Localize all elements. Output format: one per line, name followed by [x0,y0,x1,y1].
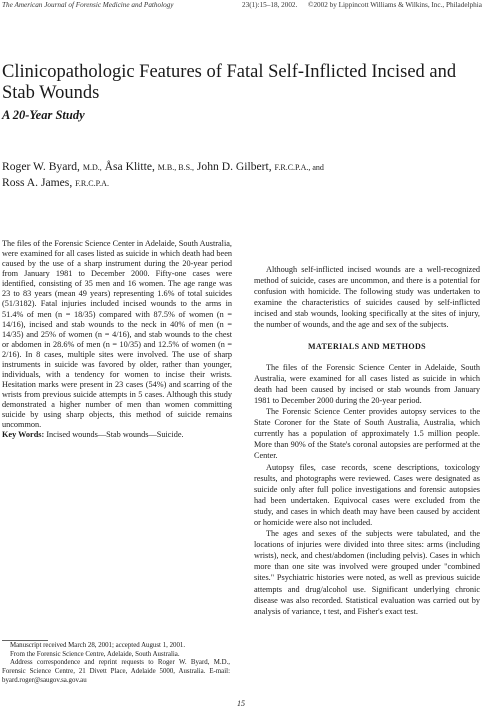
author-degrees: M.D., [82,163,102,172]
author-degrees: M.B., B.S., [157,163,195,172]
volume-info: 23(1):15–18, 2002. [242,1,298,9]
keywords-line [2,430,232,440]
author-degrees: F.R.C.P.A., and [274,163,324,172]
copyright-notice: ©2002 by Lippincott Williams & Wilkins, Inc., Philadelphia [308,1,482,9]
author-name: Åsa Klitte, [104,160,155,173]
abstract [2,239,232,441]
article-title: Clinicopathologic Features of Fatal Self-Inflicted Incised and Stab Wounds [2,62,457,103]
introduction-paragraph: Although self-inflicted incised wounds are a well-recognized method of suicide, cases are uncommon, and there is a potential for confusion with homicide. The following study was undertaken to examine the characteristics of suicides caused by self-inflicted incised and stab wounds, looking specifically at the sites of injury, the number of wounds, and the age and sex of the subjects. [254,265,480,330]
abstract-text: The files of the Forensic Science Center in Adelaide, South Australia, were examined for all cases listed as suicide in which death had been caused by the use of a sharp instrument during the 20-year period from January 1981 to December 2000. Fifty-one cases were identified, consisting of 35 men and 16 women. The age range was 23 to 83 years (mean 49 years) representing 1.6% of total suicides (51/3182). Fatal injuries included incised wounds to the arms in 51.4% of men (n = 18/35) compared with 87.5% of women (n = 14/16), incised and stab wounds to the neck in 40% of men (n = 14/35) and 25% of women (n = 4/16), and stab wounds to the chest or abdomen in 28.6% of men (n = 10/35) and 12.5% of women (n = 2/16). In 8 cases, multiple sites were involved. The use of sharp instruments in suicide was favored by older, rather than younger, individuals, with a tendency for women to incise their wrists. Hesitation marks were present in 23 cases (54%) and scarring of the wrists from previous suicide attempts in 5 cases. Although this study demonstrated a higher number of men than women committing suicide by using sharp objects, this method of suicide remains uncommon. [2,239,232,430]
body-column [254,264,480,617]
author-list [2,160,480,191]
running-header [0,0,482,10]
author-name: Roger W. Byard, [2,160,80,173]
keywords-list: Incised wounds—Stab wounds—Suicide. [46,430,184,440]
section-heading-methods: MATERIALS AND METHODS [307,341,427,351]
methods-paragraph: Autopsy files, case records, scene descriptions, toxicology results, and photographs were reviewed. Cases were designated as suicide only after full police investigations and forensic autopsies had been undertaken. Equivocal cases were excluded from the study, and cases in which death may have been caused by accident or homicide were also not included. [254,462,480,527]
footnotes [2,642,230,686]
article-subtitle: A 20-Year Study [2,108,85,122]
journal-name: The American Journal of Forensic Medicine and Pathology [2,1,174,9]
author-degrees: F.R.C.P.A. [75,178,109,188]
footnote-divider [2,640,48,641]
methods-paragraph: The Forensic Science Center provides autopsy services to the State Coroner for the State of South Australia, Australia, which currently has a population of approximately 1.5 million people. More than 90% of the State's coronal autopsies are performed at the Center. [254,407,480,461]
page-number: 15 [237,699,245,708]
author-name: John D. Gilbert, [196,160,272,173]
footnote-affiliation: From the Forensic Science Centre, Adelaide, South Australia. [10,650,180,658]
methods-paragraph: The files of the Forensic Science Center in Adelaide, South Australia, were examined for all cases listed as suicide in which death had been caused by incised or stab wounds from January 1981 to December 2000 during the 20-year period. [254,362,480,405]
author-name: Ross A. James, [2,175,73,189]
keywords-label: Key Words: [2,430,45,440]
methods-paragraph: The ages and sexes of the subjects were tabulated, and the locations of injuries were divided into three sites: arms (including wrists), neck, and chest/abdomen (including pelvis). Cases in which more than one site was involved were grouped under "combined sites." Psychiatric histories were noted, as well as previous suicide attempts and drug/alcohol use. Significant underlying chronic disease was also recorded. Statistical evaluation was carried out by analysis of variance, t test, and Fisher's exact test. [254,529,480,616]
footnote-correspondence: Address correspondence and reprint requests to Roger W. Byard, M.D., Forensic Science Centre, 21 Divett Place, Adelaide 5000, Australia. E-mail: byard.roger@saugov.sa.gov.au [2,659,230,684]
footnote-received: Manuscript received March 28, 2001; accepted August 1, 2001. [10,642,186,649]
